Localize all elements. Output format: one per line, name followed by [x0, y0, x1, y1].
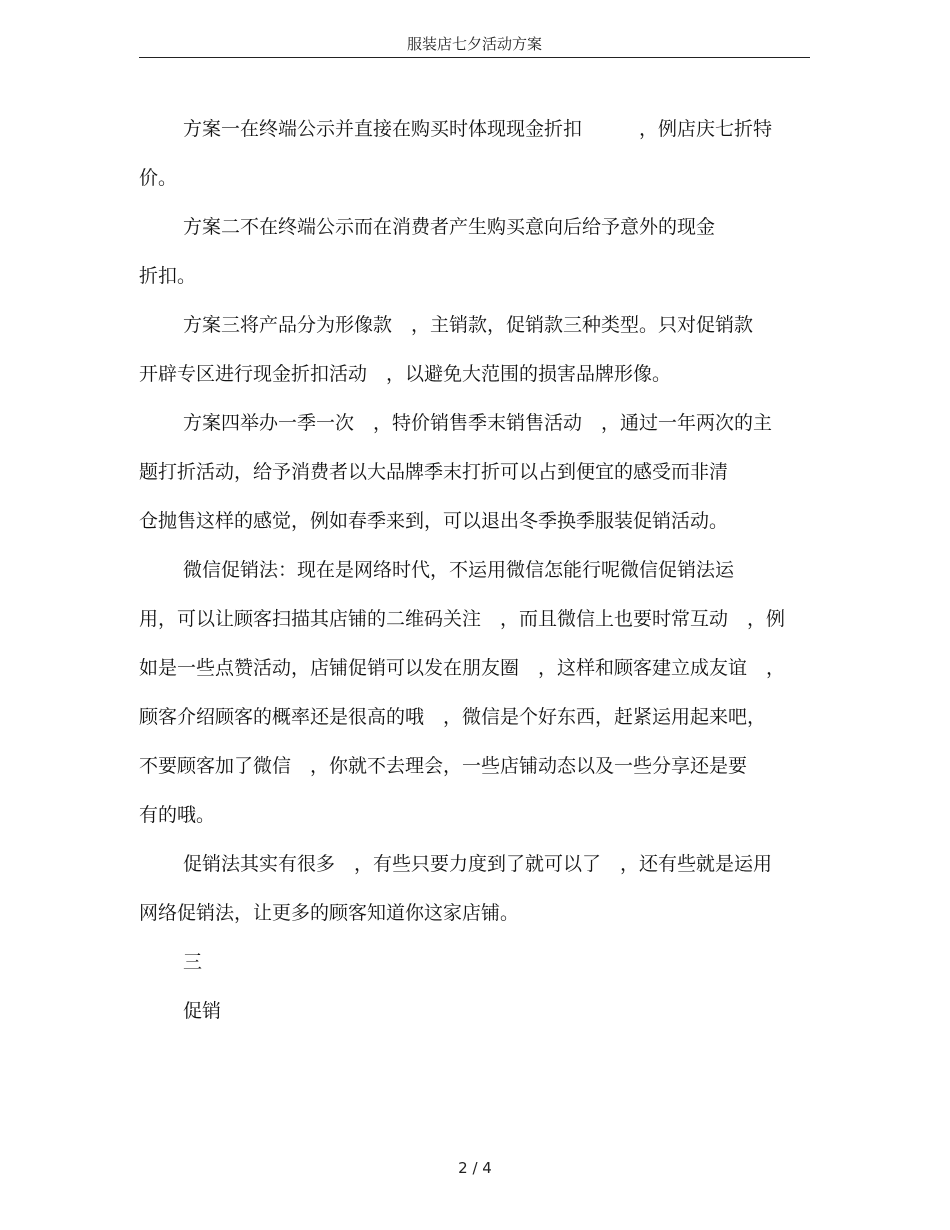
- paragraph-line: 促销法其实有很多 ，有些只要力度到了就可以了 ，还有些就是运用: [183, 853, 773, 875]
- paragraph-line: 价。: [139, 167, 178, 189]
- paragraph-line: 微信促销法：现在是网络时代，不运用微信怎能行呢微信促销法运: [183, 559, 735, 581]
- paragraph-line: 促销: [183, 1000, 222, 1022]
- paragraph-line: 方案二不在终端公示而在消费者产生购买意向后给予意外的现金: [183, 216, 716, 238]
- page-footer: [0, 1158, 950, 1178]
- section-heading: [139, 987, 810, 1036]
- paragraph-line: 方案一在终端公示并直接在购买时体现现金折扣 ，例店庆七折特: [183, 118, 773, 140]
- section-number: [139, 938, 810, 987]
- document-body: [139, 105, 810, 1036]
- document-title: 服装店七夕活动方案: [406, 35, 542, 53]
- paragraph-wechat-promotion: [139, 546, 810, 840]
- page-number: 2 / 4: [458, 1159, 492, 1177]
- paragraph-plan-two: [139, 203, 810, 301]
- paragraph-line: 方案三将产品分为形像款 ，主销款，促销款三种类型。只对促销款: [183, 314, 754, 336]
- paragraph-summary: [139, 840, 810, 938]
- paragraph-line: 网络促销法，让更多的顾客知道你这家店铺。: [139, 902, 520, 924]
- paragraph-line: 方案四举办一季一次 ，特价销售季末销售活动 ，通过一年两次的主: [183, 412, 773, 434]
- page-header: [139, 34, 810, 58]
- paragraph-line: 折扣。: [139, 265, 197, 287]
- paragraph-line: 题打折活动，给予消费者以大品牌季末打折可以占到便宜的感受而非清: [139, 461, 729, 483]
- paragraph-line: 有的哦。: [139, 804, 216, 826]
- paragraph-line: 顾客介绍顾客的概率还是很高的哦 ，微信是个好东西，赶紧运用起来吧，: [139, 706, 767, 728]
- paragraph-line: 仓抛售这样的感觉，例如春季来到，可以退出冬季换季服装促销活动。: [139, 510, 729, 532]
- paragraph-line: 用，可以让顾客扫描其店铺的二维码关注 ，而且微信上也要时常互动 ，例: [139, 608, 786, 630]
- paragraph-line: 不要顾客加了微信 ，你就不去理会，一些店铺动态以及一些分享还是要: [139, 755, 748, 777]
- paragraph-line: 如是一些点赞活动，店铺促销可以发在朋友圈 ，这样和顾客建立成友谊 ，: [139, 657, 786, 679]
- paragraph-plan-one: [139, 105, 810, 203]
- paragraph-line: 开辟专区进行现金折扣活动 ，以避免大范围的损害品牌形像。: [139, 363, 672, 385]
- paragraph-plan-three: [139, 301, 810, 399]
- paragraph-line: 三: [183, 951, 203, 973]
- paragraph-plan-four: [139, 399, 810, 546]
